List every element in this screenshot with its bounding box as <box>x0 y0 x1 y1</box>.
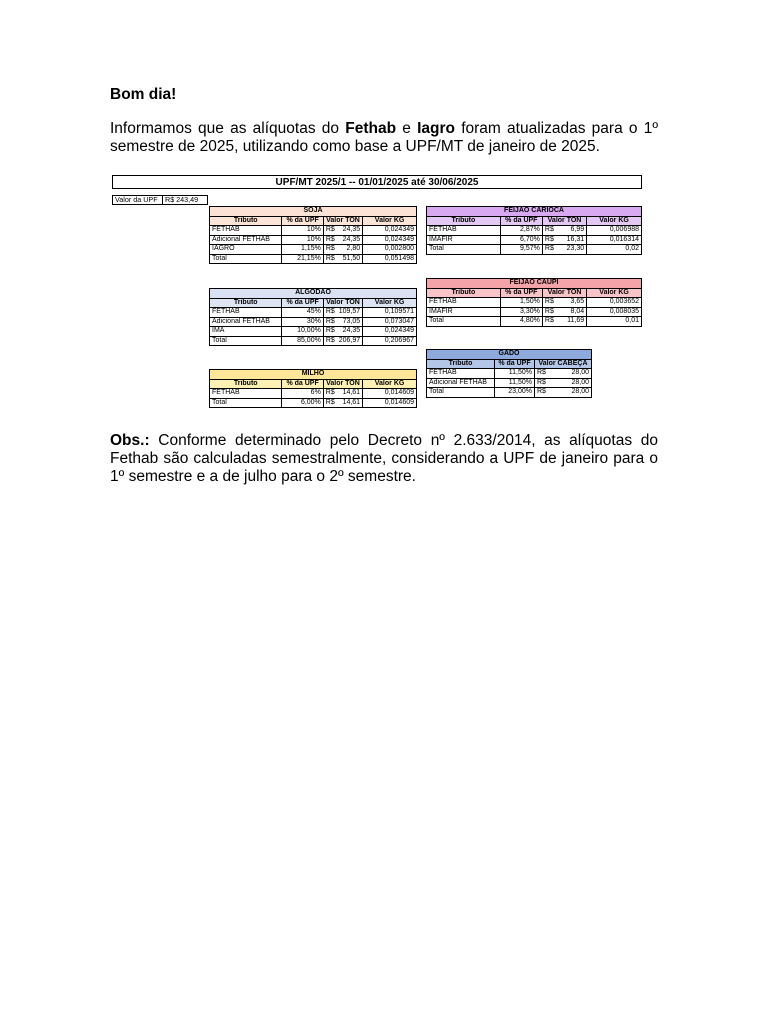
gado-col-tributo: Tributo <box>427 359 495 369</box>
cell: 24,35 <box>336 226 363 236</box>
cell: 10% <box>282 235 323 245</box>
cell: 0,01 <box>587 317 642 327</box>
cell: R$ <box>542 226 555 236</box>
milho-table <box>209 369 417 408</box>
cell: R$ <box>323 389 335 399</box>
upf-value: R$ 243,49 <box>165 195 199 204</box>
cell: 0,008035 <box>587 307 642 317</box>
table-row <box>427 298 642 308</box>
soja-col-upf: % da UPF <box>282 216 323 226</box>
cell: 0,024349 <box>363 235 417 245</box>
table-row <box>210 317 417 327</box>
table-row <box>210 245 417 255</box>
milho-title: MILHO <box>210 370 417 380</box>
cell: R$ <box>542 245 555 255</box>
cell: R$ <box>542 235 555 245</box>
cell: 109,57 <box>336 308 363 318</box>
cell: 9,57% <box>500 245 542 255</box>
cell: 0,206967 <box>363 336 417 346</box>
algodao-col-tributo: Tributo <box>210 298 282 308</box>
cell: 23,30 <box>555 245 587 255</box>
milho-col-kg: Valor KG <box>363 379 417 389</box>
cell: 73,05 <box>336 317 363 327</box>
intro-paragraph <box>110 120 658 156</box>
soja-col-ton: Valor TON <box>323 216 362 226</box>
cell: IMAFIR <box>427 307 501 317</box>
carioca-col-tributo: Tributo <box>427 216 501 226</box>
algodao-title: ALGODÃO <box>210 289 417 299</box>
cell: 24,35 <box>336 235 363 245</box>
cell: 8,04 <box>555 307 587 317</box>
feijao-caupi-table <box>426 278 642 327</box>
table-row <box>427 245 642 255</box>
gado-col-upf: % da UPF <box>495 359 535 369</box>
cell: 10,00% <box>282 327 323 337</box>
cell: 0,051498 <box>363 254 417 264</box>
obs-text: Conforme determinado pelo Decreto nº 2.633/2014, as alíquotas do Fethab são calculadas semestralmente, considerando a UPF de janeiro para o 1º semestre e a de julho para o 2º semestre. <box>110 432 658 485</box>
cell: FETHAB <box>210 226 282 236</box>
cell: 14,61 <box>336 389 363 399</box>
cell: 21,15% <box>282 254 323 264</box>
cell: R$ <box>323 398 335 408</box>
cell: R$ <box>323 336 335 346</box>
cell: R$ <box>542 307 555 317</box>
milho-col-tributo: Tributo <box>210 379 282 389</box>
cell: R$ <box>535 378 549 388</box>
cell: Total <box>210 336 282 346</box>
soja-table <box>209 206 417 264</box>
gado-col-cabeca: Valor CABEÇA <box>535 359 592 369</box>
cell: FETHAB <box>427 298 501 308</box>
cell: R$ <box>323 254 335 264</box>
cell: 30% <box>282 317 323 327</box>
cell: 11,50% <box>495 369 535 379</box>
table-row <box>210 336 417 346</box>
cell: 16,31 <box>555 235 587 245</box>
caupi-col-ton: Valor TON <box>542 288 586 298</box>
cell: R$ <box>535 388 549 398</box>
feijao-carioca-title: FEIJÃO CARIOCA <box>427 207 642 217</box>
cell: 0,016314 <box>587 235 642 245</box>
table-row <box>210 226 417 236</box>
cell: R$ <box>323 235 335 245</box>
cell: FETHAB <box>210 389 282 399</box>
cell: 0,002800 <box>363 245 417 255</box>
cell: 4,80% <box>500 317 542 327</box>
cell: R$ <box>535 369 549 379</box>
cell: 11,69 <box>555 317 587 327</box>
intro-fethab: Fethab <box>345 120 397 137</box>
intro-text-1: Informamos que as alíquotas do <box>110 120 346 137</box>
cell: 1,50% <box>500 298 542 308</box>
upf-value-box <box>112 195 208 205</box>
caupi-col-kg: Valor KG <box>587 288 642 298</box>
cell: 85,00% <box>282 336 323 346</box>
cell: 6% <box>282 389 323 399</box>
caupi-col-upf: % da UPF <box>500 288 542 298</box>
soja-title: SOJA <box>210 207 417 217</box>
caupi-col-tributo: Tributo <box>427 288 501 298</box>
carioca-col-upf: % da UPF <box>500 216 542 226</box>
cell: 0,024349 <box>363 226 417 236</box>
cell: FETHAB <box>427 226 501 236</box>
cell: IAGRO <box>210 245 282 255</box>
carioca-col-ton: Valor TON <box>542 216 586 226</box>
cell: 3,65 <box>555 298 587 308</box>
cell: 0,073047 <box>363 317 417 327</box>
cell: 6,70% <box>500 235 542 245</box>
cell: Adicional FETHAB <box>210 317 282 327</box>
cell: 45% <box>282 308 323 318</box>
obs-paragraph <box>110 432 658 486</box>
cell: 1,15% <box>282 245 323 255</box>
cell: Total <box>210 254 282 264</box>
algodao-col-upf: % da UPF <box>282 298 323 308</box>
cell: R$ <box>323 245 335 255</box>
soja-col-kg: Valor KG <box>363 216 417 226</box>
cell: 51,50 <box>336 254 363 264</box>
cell: 0,02 <box>587 245 642 255</box>
table-row <box>210 327 417 337</box>
milho-col-upf: % da UPF <box>282 379 323 389</box>
cell: 11,50% <box>495 378 535 388</box>
carioca-col-kg: Valor KG <box>587 216 642 226</box>
cell: Total <box>427 245 501 255</box>
upf-label: Valor da UPF <box>113 196 163 204</box>
cell: IMA <box>210 327 282 337</box>
table-row <box>427 317 642 327</box>
cell: 0,024349 <box>363 327 417 337</box>
cell: 28,00 <box>549 388 592 398</box>
cell: 206,97 <box>336 336 363 346</box>
cell: R$ <box>323 317 335 327</box>
cell: R$ <box>323 226 335 236</box>
cell: Total <box>427 317 501 327</box>
cell: R$ <box>542 317 555 327</box>
soja-col-tributo: Tributo <box>210 216 282 226</box>
table-row <box>210 235 417 245</box>
cell: FETHAB <box>210 308 282 318</box>
cell: Total <box>210 398 282 408</box>
table-row <box>210 254 417 264</box>
intro-iagro: Iagro <box>417 120 456 137</box>
cell: 0,006988 <box>587 226 642 236</box>
milho-col-ton: Valor TON <box>323 379 362 389</box>
obs-label: Obs.: <box>110 432 150 449</box>
intro-text-3: foram atualizadas para o 1º semestre de 2025, utilizando como base a UPF/MT de janeiro de 2025. <box>110 120 659 155</box>
intro-text-2: e <box>396 120 418 137</box>
table-row <box>427 378 592 388</box>
cell: 0,003652 <box>587 298 642 308</box>
cell: 6,00% <box>282 398 323 408</box>
table-row <box>427 226 642 236</box>
table-row <box>210 398 417 408</box>
cell: 28,00 <box>549 378 592 388</box>
cell: R$ <box>323 308 335 318</box>
table-row <box>210 308 417 318</box>
table-row <box>210 389 417 399</box>
algodao-col-ton: Valor TON <box>323 298 362 308</box>
gado-table <box>426 349 592 398</box>
cell: 23,00% <box>495 388 535 398</box>
cell: 28,00 <box>549 369 592 379</box>
greeting: Bom dia! <box>110 86 177 103</box>
table-row <box>427 307 642 317</box>
table-row <box>427 235 642 245</box>
cell: 10% <box>282 226 323 236</box>
cell: 0,014609 <box>363 389 417 399</box>
cell: 2,87% <box>500 226 542 236</box>
feijao-caupi-title: FEIJÃO CAUPI <box>427 279 642 289</box>
cell: 24,35 <box>336 327 363 337</box>
cell: 0,109571 <box>363 308 417 318</box>
cell: Total <box>427 388 495 398</box>
algodao-col-kg: Valor KG <box>363 298 417 308</box>
cell: R$ <box>323 327 335 337</box>
cell: Adicional FETHAB <box>210 235 282 245</box>
table-row <box>427 369 592 379</box>
algodao-table <box>209 288 417 346</box>
cell: 0,014609 <box>363 398 417 408</box>
cell: IMAFIR <box>427 235 501 245</box>
table-row <box>427 388 592 398</box>
cell: 14,61 <box>336 398 363 408</box>
gado-title: GADO <box>427 350 592 360</box>
cell: 3,30% <box>500 307 542 317</box>
cell: R$ <box>542 298 555 308</box>
cell: 2,80 <box>336 245 363 255</box>
cell: 6,99 <box>555 226 587 236</box>
cell: Adicional FETHAB <box>427 378 495 388</box>
cell: FETHAB <box>427 369 495 379</box>
feijao-carioca-table <box>426 206 642 255</box>
sheet-title: UPF/MT 2025/1 -- 01/01/2025 até 30/06/2025 <box>112 175 642 189</box>
